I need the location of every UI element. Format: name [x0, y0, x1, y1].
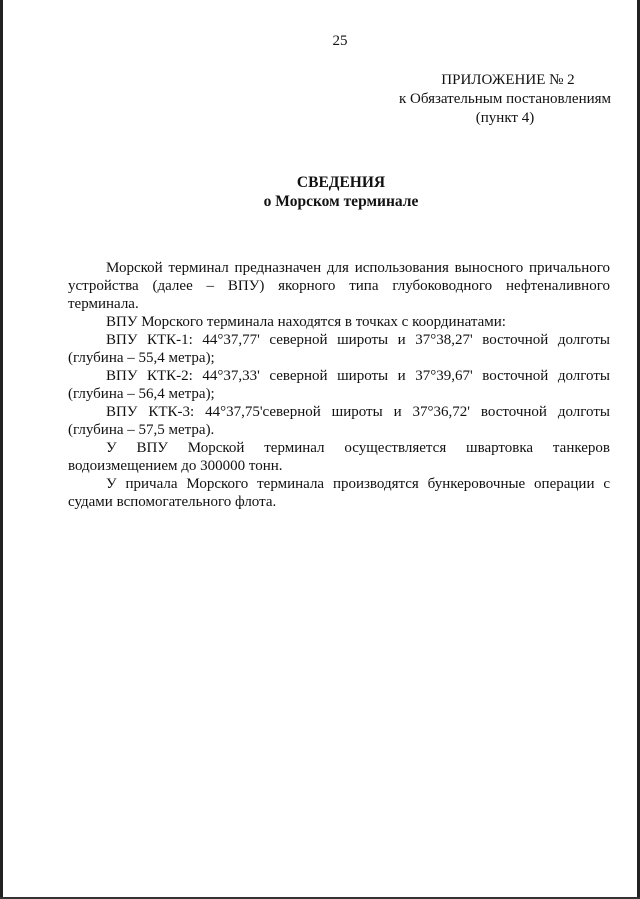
paragraph: [68, 259, 610, 313]
document-heading: [0, 173, 640, 211]
paragraph-line: (глубина – 56,4 метра);: [68, 386, 215, 402]
paragraph-line: (глубина – 57,5 метра).: [68, 422, 215, 438]
scan-edge-left: [0, 0, 3, 899]
appendix-clause: (пункт 4): [475, 110, 535, 126]
paragraph: [68, 403, 610, 439]
paragraph: [68, 439, 610, 475]
paragraph-line: судами вспомогательного флота.: [68, 494, 277, 510]
paragraph-line: ВПУ КТК-3: 44°37,75'северной широты и 37°36,72' восточной долготы: [106, 404, 610, 420]
paragraph: [68, 331, 610, 367]
paragraph-line: ВПУ Морского терминала находятся в точках с координатами:: [106, 314, 506, 330]
paragraph-line: ВПУ КТК-1: 44°37,77' северной широты и 37°38,27' восточной долготы: [106, 332, 610, 348]
paragraph: [68, 367, 610, 403]
paragraph-line: У ВПУ Морской терминал осуществляется швартовка танкеров: [106, 440, 610, 456]
paragraph-line: У причала Морского терминала производятся бункеровочные операции с: [106, 476, 610, 492]
paragraph-line: Морской терминал предназначен для использования выносного причального: [106, 260, 610, 276]
paragraph-line: терминала.: [68, 296, 139, 312]
paragraph: [68, 475, 610, 511]
appendix-subtitle: к Обязательным постановлениям: [398, 91, 612, 107]
paragraph: [68, 313, 610, 331]
appendix-title: ПРИЛОЖЕНИЕ № 2: [441, 72, 575, 88]
paragraph-line: водоизмещением до 300000 тонн.: [68, 458, 283, 474]
paragraph-line: (глубина – 55,4 метра);: [68, 350, 215, 366]
appendix-block: [396, 71, 614, 128]
paragraph-line: устройства (далее – ВПУ) якорного типа глубоководного нефтеналивного: [68, 278, 610, 294]
document-body: [68, 259, 610, 511]
paragraph-line: ВПУ КТК-2: 44°37,33' северной широты и 37°39,67' восточной долготы: [106, 368, 610, 384]
heading-title: СВЕДЕНИЯ: [296, 174, 386, 191]
page-number: 25: [332, 33, 348, 49]
heading-subtitle: о Морском терминале: [263, 193, 419, 210]
